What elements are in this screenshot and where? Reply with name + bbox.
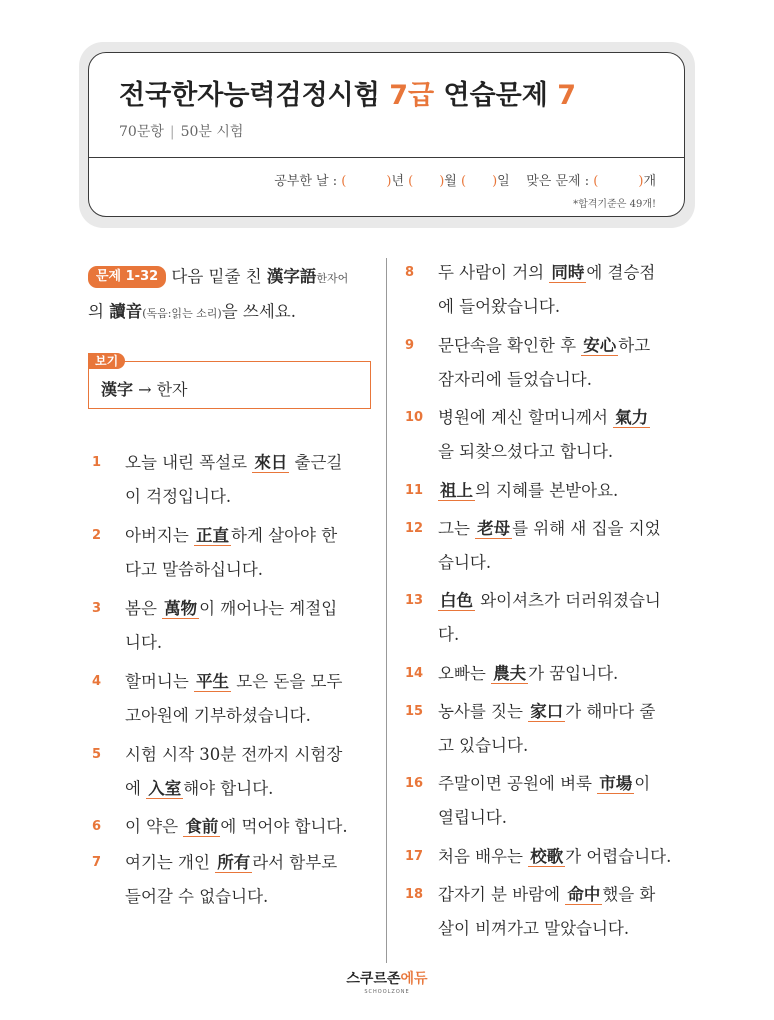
question-text: 白色 와이셔츠가 더러워졌습니 다. — [438, 591, 661, 644]
question-text: 그는 老母 를 위해 새 집을 지었 습니다. — [438, 519, 661, 572]
underlined-word: 家口 — [530, 702, 564, 721]
question-text: 할머니는 平生 모은 돈을 모두 고아원에 기부하셨습니다. — [125, 672, 343, 725]
underlined-word: 正直 — [196, 526, 230, 545]
question-text: 祖上 의 지혜를 본받아요. — [440, 481, 619, 500]
question-number: 9 — [405, 338, 415, 353]
underlined-word: 命中 — [567, 885, 601, 904]
underlined-word: 同時 — [551, 263, 585, 282]
underlined-word: 萬物 — [164, 599, 198, 618]
question-text: 처음 배우는 校歌 가 어렵습니다. — [438, 847, 672, 866]
question-number: 5 — [92, 747, 102, 762]
underlined-word: 入室 — [148, 779, 182, 798]
underlined-word: 農夫 — [493, 664, 527, 683]
question-number: 15 — [405, 704, 424, 719]
example-text: 漢字 → 한자 — [101, 380, 188, 399]
example-box — [88, 361, 371, 409]
underlined-word: 來日 — [254, 453, 288, 472]
underlined-word: 校歌 — [530, 847, 564, 866]
question-number: 13 — [405, 593, 424, 608]
question-number: 4 — [92, 674, 102, 689]
column-divider — [386, 258, 387, 963]
question-number: 7 — [92, 855, 102, 870]
question-text: 농사를 짓는 家口 가 해마다 줄 고 있습니다. — [438, 702, 656, 755]
underlined-word: 氣力 — [615, 408, 649, 427]
test-meta: 70문항 | 50분 시험 — [119, 124, 244, 140]
question-number: 3 — [92, 601, 102, 616]
question-text: 주말이면 공원에 벼룩 市場 이 열립니다. — [438, 774, 651, 827]
question-text: 갑자기 분 바람에 命中 했을 화 살이 비껴가고 말았습니다. — [438, 885, 656, 938]
question-text: 아버지는 正直 하게 살아야 한 다고 말씀하십니다. — [125, 526, 338, 579]
test-time: 50분 시험 — [180, 124, 244, 140]
question-number: 10 — [405, 410, 424, 425]
underlined-word: 老母 — [477, 519, 511, 538]
example-tag: 보기 — [88, 353, 125, 369]
pass-note: *합격기준은 49개! — [573, 199, 656, 210]
instruction: 문제 1-32 다음 밑줄 친 漢字語한자어 의 讀音(독음:읽는 소리)을 쓰세요. — [88, 267, 349, 321]
study-record-row: 공부한 날 : ( )년 ( )월 ( )일 맞은 문제 : ( )개 — [274, 174, 656, 189]
question-number: 16 — [405, 776, 424, 791]
question-text: 병원에 계신 할머니께서 氣力 을 되찾으셨다고 합니다. — [438, 408, 649, 461]
question-number: 1 — [92, 455, 102, 470]
question-number: 18 — [405, 887, 424, 902]
question-text: 시험 시작 30분 전까지 시험장 에 入室 해야 합니다. — [125, 745, 343, 798]
question-number: 6 — [92, 819, 102, 834]
underlined-word: 市場 — [599, 774, 633, 793]
question-text: 이 약은 食前 에 먹어야 합니다. — [125, 817, 348, 836]
question-text: 두 사람이 거의 同時 에 결승점 에 들어왔습니다. — [438, 263, 656, 316]
question-number: 8 — [405, 265, 415, 280]
underlined-word: 平生 — [196, 672, 230, 691]
question-text: 오빠는 農夫 가 꿈입니다. — [438, 664, 619, 683]
underlined-word: 祖上 — [440, 481, 473, 500]
question-number: 2 — [92, 528, 102, 543]
items-count: 70문항 — [119, 124, 164, 140]
question-number: 12 — [405, 521, 424, 536]
question-text: 봄은 萬物 이 깨어나는 계절입 니다. — [125, 599, 338, 652]
question-range-badge: 문제 1-32 — [88, 266, 166, 288]
question-text: 문단속을 확인한 후 安心 하고 잠자리에 들었습니다. — [438, 336, 651, 389]
question-text: 여기는 개인 所有 라서 함부로 들어갈 수 없습니다. — [125, 853, 338, 906]
question-number: 11 — [405, 483, 424, 498]
underlined-word: 食前 — [185, 817, 219, 836]
underlined-word: 所有 — [217, 853, 251, 872]
publisher-logo: 스쿠르존에듀 SCHOOLZONE — [346, 971, 428, 995]
header-box — [88, 52, 685, 217]
header-divider — [89, 157, 684, 158]
underlined-word: 白色 — [440, 591, 473, 610]
question-text: 오늘 내린 폭설로 來日 출근길 이 걱정입니다. — [125, 453, 343, 506]
question-number: 17 — [405, 849, 424, 864]
page-title: 전국한자능력검정시험 7급 연습문제 7 — [119, 80, 577, 111]
underlined-word: 安心 — [583, 336, 617, 355]
question-number: 14 — [405, 666, 424, 681]
